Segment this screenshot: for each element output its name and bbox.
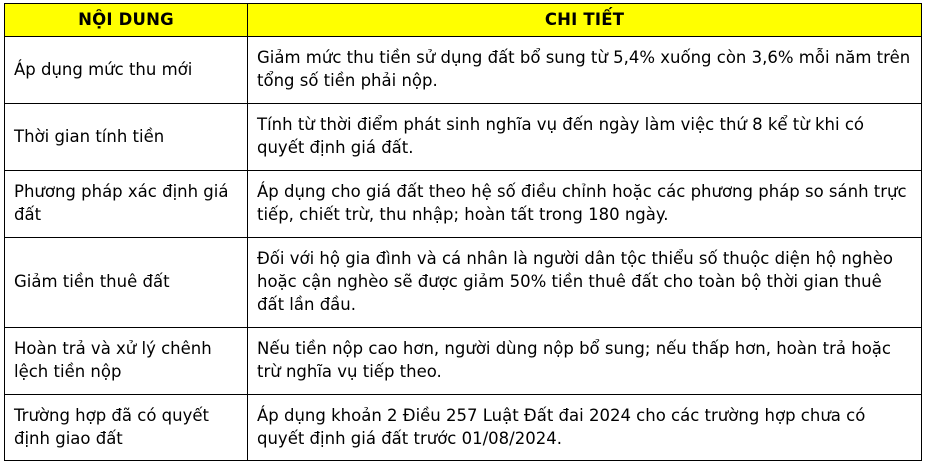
cell-topic: Hoàn trả và xử lý chênh lệch tiền nộp bbox=[5, 327, 248, 394]
table-row bbox=[5, 103, 922, 170]
summary-table bbox=[4, 3, 922, 461]
table-row bbox=[5, 394, 922, 461]
cell-detail: Tính từ thời điểm phát sinh nghĩa vụ đến ngày làm việc thứ 8 kể từ khi có quyết định giá đất. bbox=[248, 103, 922, 170]
table-row bbox=[5, 237, 922, 327]
cell-detail: Đối với hộ gia đình và cá nhân là người dân tộc thiểu số thuộc diện hộ nghèo hoặc cận nghèo sẽ được giảm 50% tiền thuê đất cho toàn bộ thời gian thuê đất lần đầu. bbox=[248, 237, 922, 327]
column-header-topic: NỘI DUNG bbox=[5, 4, 248, 37]
cell-detail: Nếu tiền nộp cao hơn, người dùng nộp bổ sung; nếu thấp hơn, hoàn trả hoặc trừ nghĩa vụ tiếp theo. bbox=[248, 327, 922, 394]
cell-detail: Áp dụng cho giá đất theo hệ số điều chỉnh hoặc các phương pháp so sánh trực tiếp, chiết trừ, thu nhập; hoàn tất trong 180 ngày. bbox=[248, 170, 922, 237]
column-header-detail: CHI TIẾT bbox=[248, 4, 922, 37]
table-body bbox=[5, 37, 922, 461]
cell-detail: Giảm mức thu tiền sử dụng đất bổ sung từ 5,4% xuống còn 3,6% mỗi năm trên tổng số tiền phải nộp. bbox=[248, 37, 922, 104]
table-row bbox=[5, 327, 922, 394]
table-header-row bbox=[5, 4, 922, 37]
cell-topic: Giảm tiền thuê đất bbox=[5, 237, 248, 327]
cell-topic: Phương pháp xác định giá đất bbox=[5, 170, 248, 237]
cell-topic: Áp dụng mức thu mới bbox=[5, 37, 248, 104]
table-row bbox=[5, 170, 922, 237]
table-row bbox=[5, 37, 922, 104]
cell-topic: Trường hợp đã có quyết định giao đất bbox=[5, 394, 248, 461]
cell-detail: Áp dụng khoản 2 Điều 257 Luật Đất đai 2024 cho các trường hợp chưa có quyết định giá đất trước 01/08/2024. bbox=[248, 394, 922, 461]
table-header bbox=[5, 4, 922, 37]
cell-topic: Thời gian tính tiền bbox=[5, 103, 248, 170]
